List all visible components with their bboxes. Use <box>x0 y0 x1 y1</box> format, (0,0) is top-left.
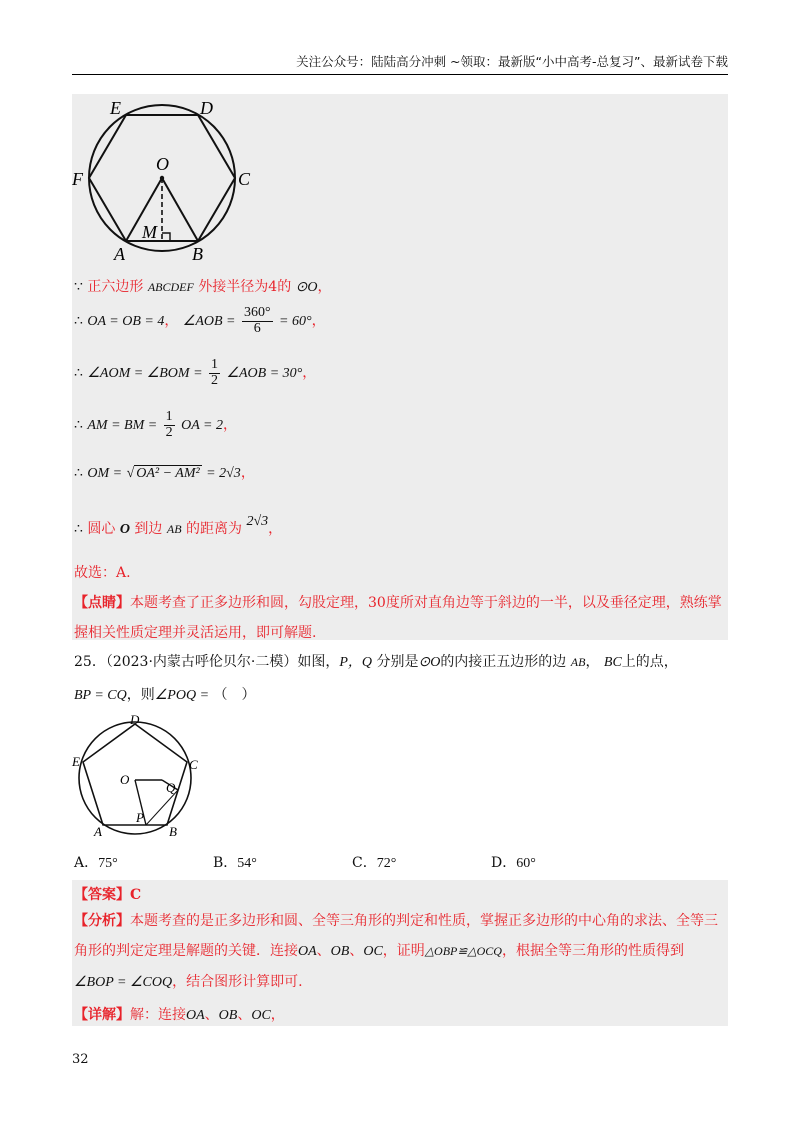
solution-line-3: ∴ ∠AOM = ∠BOM = $\frac{1}{2}$ ∠AOB = 30°， <box>74 357 317 388</box>
label-c2: C <box>189 757 198 772</box>
question-25-line-2: BP = CQ，则∠POQ = （ ） <box>74 687 256 703</box>
page-header <box>72 52 728 75</box>
label-f: F <box>72 169 83 189</box>
right-angle-mark <box>162 233 170 241</box>
solution-line-1: ∵ 正六边形 ABCDEF 外接半径为4的 ⊙O， <box>74 279 332 295</box>
fraction-half: $\frac{1}{2}$ <box>210 357 218 388</box>
label-q2: Q <box>166 780 176 795</box>
comment-paragraph: 【点睛】本题考查了正多边形和圆，勾股定理，30度所对直角边等于斜边的一半，以及垂径定理，熟练掌 握相关性质定理并灵活运用，即可解题. <box>74 595 722 641</box>
pentagon <box>83 724 187 825</box>
segment-ob <box>162 178 198 241</box>
label-d: D <box>200 98 213 118</box>
label-a2: A <box>94 824 102 839</box>
hexagon-figure <box>70 92 270 270</box>
label-b: B <box>192 244 203 264</box>
solution-line-6: ∴ 圆心 O 到边 AB 的距离为 2√3， <box>74 514 283 537</box>
fraction-360-6: $\frac{360^\circ}{6}$ <box>243 305 271 336</box>
label-e: E <box>110 98 121 118</box>
detail-line: 【详解】解：连接OA、OB、OC， <box>74 1007 285 1023</box>
solution-line-2: ∴ OA = OB = 4， ∠AOB = $\frac{360^\circ}{6}$ = 60°， <box>74 305 326 336</box>
label-a: A <box>114 244 125 264</box>
option-a[interactable]: A．75° <box>74 855 118 871</box>
label-c: C <box>238 169 251 189</box>
label-o: O <box>156 154 169 174</box>
label-b2: B <box>169 824 177 839</box>
solution-line-5: ∴ OM = √ OA² − AM² = 2√3， <box>74 465 255 481</box>
circumcircle-2 <box>79 722 191 834</box>
question-25-line-1: 25．（2023·内蒙古呼伦贝尔·二模）如图，P，Q 分别是⊙O的内接正五边形的边 AB， BC上的点， <box>74 654 678 670</box>
page-number: 32 <box>72 1052 89 1067</box>
choice-line: 故选：A. <box>74 565 131 581</box>
pentagon-figure <box>70 714 210 840</box>
header-text: 关注公众号：陆陆高分冲刺 ~领取：最新版“小中高考-总复习”、最新试卷下载 <box>296 54 728 69</box>
option-d[interactable]: D．60° <box>491 855 536 871</box>
center-point <box>160 176 164 180</box>
label-d2: D <box>130 714 140 727</box>
label-m: M <box>142 222 157 242</box>
label-e2: E <box>72 754 80 769</box>
answer-line: 【答案】C <box>74 887 142 903</box>
label-o2: O <box>120 772 130 787</box>
option-b[interactable]: B．54° <box>213 855 257 871</box>
fraction-half-2: $\frac{1}{2}$ <box>165 409 173 440</box>
analysis-paragraph: 【分析】本题考查的是正多边形和圆、全等三角形的判定和性质，掌握正多边形的中心角的求法、全等三 角形的判定定理是解题的关键．连接OA、OB、OC，证明△OBP≌△OCQ，根据全等三角形的性质得到 ∠BOP = ∠COQ，结合图形计算即可. <box>74 913 718 990</box>
label-p2: P <box>136 810 144 825</box>
option-c[interactable]: C．72° <box>352 855 397 871</box>
solution-line-4: ∴ AM = BM = $\frac{1}{2}$ OA = 2， <box>74 409 237 440</box>
